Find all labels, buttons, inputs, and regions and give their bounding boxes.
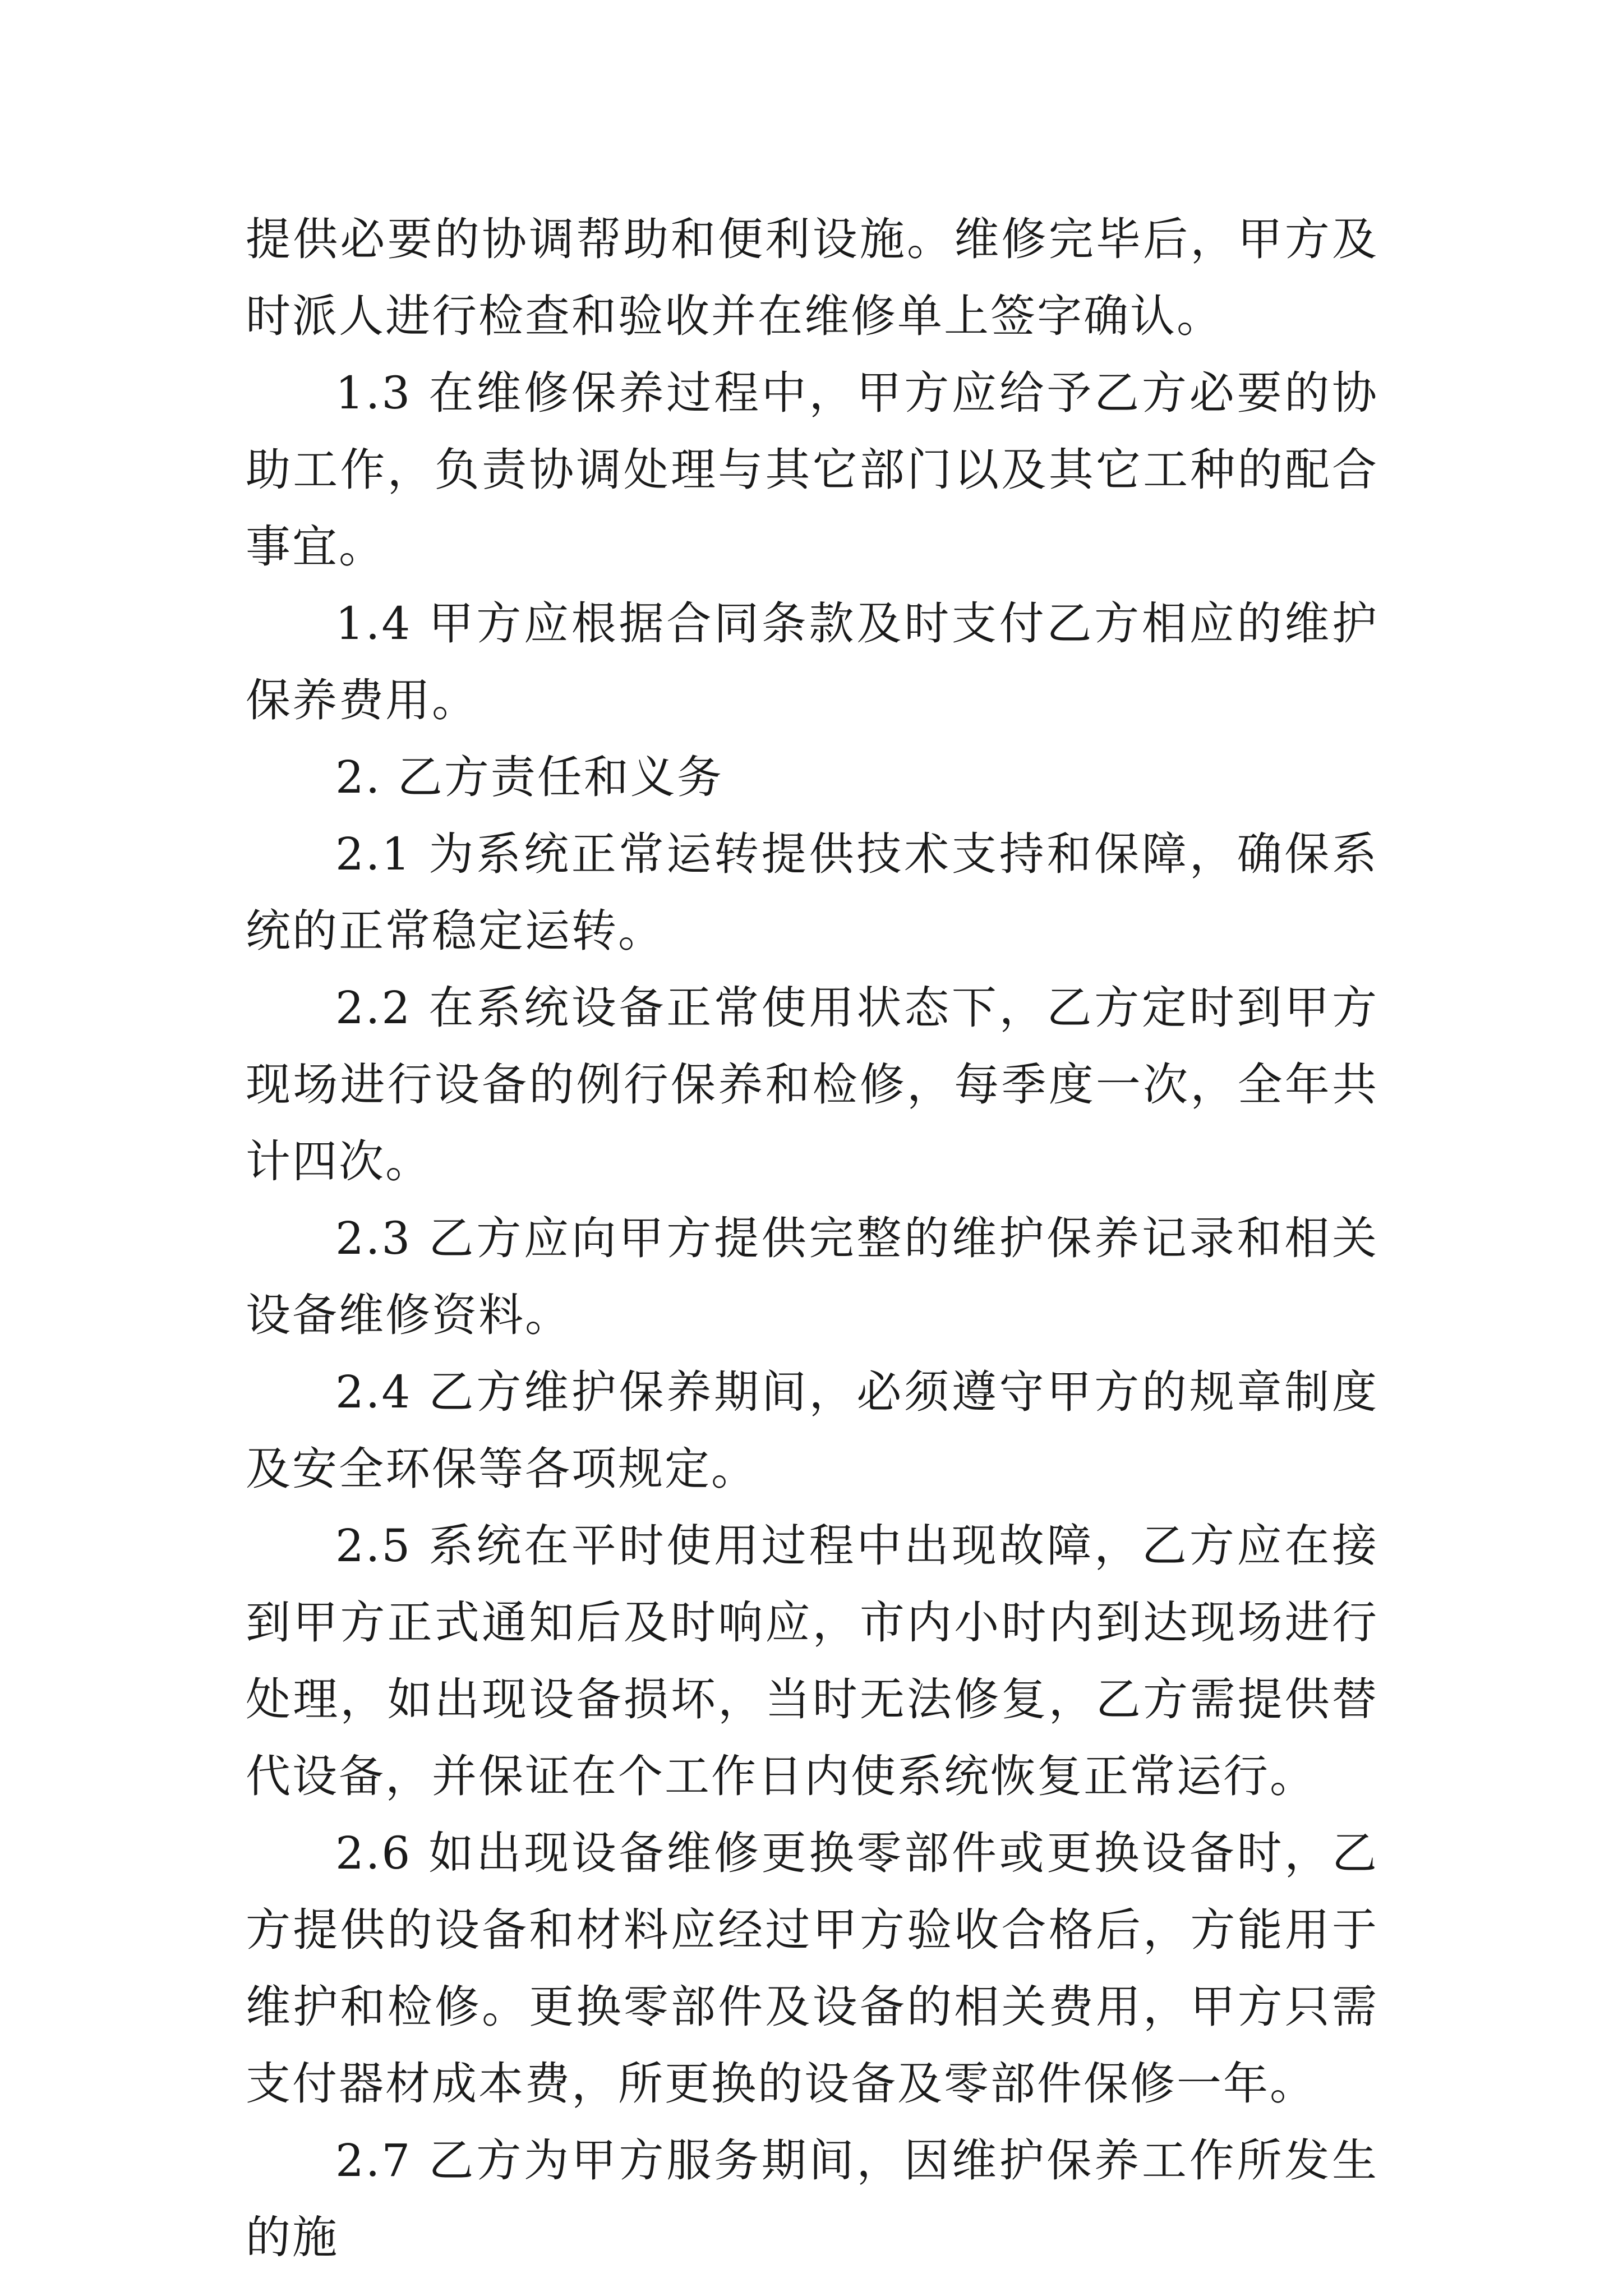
paragraph-2-4: 2.4 乙方维护保养期间，必须遵守甲方的规章制度及安全环保等各项规定。	[246, 1366, 1378, 1495]
paragraph-2-6: 2.6 如出现设备维修更换零部件或更换设备时，乙方提供的设备和材料应经过甲方验收合格后，方能用于维护和检修。更换零部件及设备的相关费用，甲方只需支付器材成本费，所更换的设备及零部件保修一年。	[246, 1827, 1378, 2110]
paragraph-2-1: 2.1 为系统正常运转提供技术支持和保障，确保系统的正常稳定运转。	[246, 828, 1378, 957]
section-heading-2: 2. 乙方责任和义务	[335, 751, 723, 803]
paragraph-1-3: 1.3 在维修保养过程中，甲方应给予乙方必要的协助工作，负责协调处理与其它部门以及其它工种的配合事宜。	[246, 367, 1378, 573]
paragraph-2-5: 2.5 系统在平时使用过程中出现故障，乙方应在接到甲方正式通知后及时响应，市内小时内到达现场进行处理，如出现设备损坏，当时无法修复，乙方需提供替代设备，并保证在个工作日内使系统恢复正常运行。	[246, 1520, 1378, 1802]
paragraph-1-4: 1.4 甲方应根据合同条款及时支付乙方相应的维护保养费用。	[246, 597, 1378, 726]
paragraph-2-7: 2.7 乙方为甲方服务期间，因维护保养工作所发生的施	[246, 2134, 1378, 2263]
paragraph-facilities: 提供必要的协调帮助和便利设施。维修完毕后，甲方及时派人进行检查和验收并在维修单上签字确认。	[246, 213, 1378, 342]
paragraph-2-2: 2.2 在系统设备正常使用状态下，乙方定时到甲方现场进行设备的例行保养和检修，每季度一次，全年共计四次。	[246, 982, 1378, 1188]
paragraph-2-3: 2.3 乙方应向甲方提供完整的维护保养记录和相关设备维修资料。	[246, 1212, 1378, 1341]
document-body	[246, 201, 1378, 2276]
